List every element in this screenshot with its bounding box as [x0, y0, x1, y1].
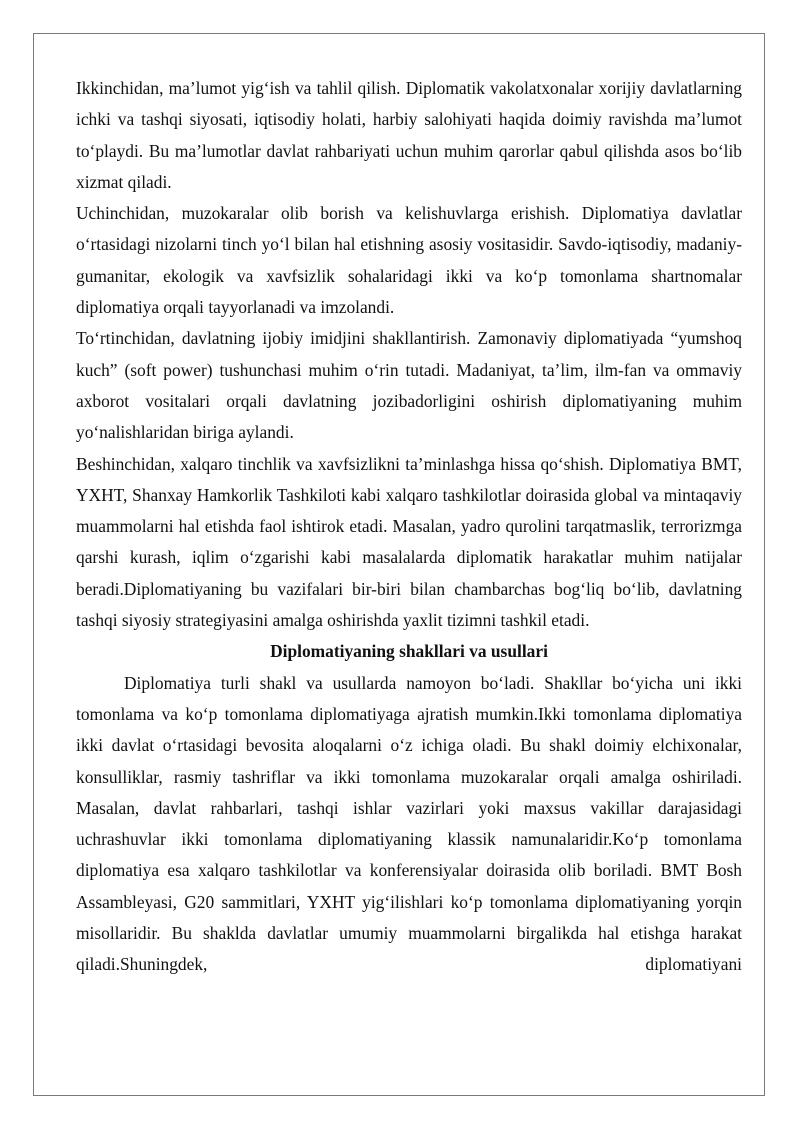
paragraph-second-function: Ikkinchidan, ma’lumot yig‘ish va tahlil qilish. Diplomatik vakolatxonalar xorijiy davlatlarning ichki va tashqi siyosati, iqtisodiy holati, harbiy salohiyati haqida doimiy ravishda ma’lumot to‘playdi. Bu ma’lumotlar davlat rahbariyati uchun muhim qarorlar qabul qilishda asos bo‘lib xizmat qiladi.	[76, 78, 742, 192]
section-heading: Diplomatiyaning shakllari va usullari	[270, 641, 548, 662]
paragraph-third-function: Uchinchidan, muzokaralar olib borish va kelishuvlarga erishish. Diplomatiya davlatlar o‘rtasidagi nizolarni tinch yo‘l bilan hal etishning asosiy vositasidir. Savdo-iqtisodiy, madaniy-gumanitar, ekologik va xavfsizlik sohalaridagi ikki va ko‘p tomonlama shartnomalar diplomatiya orqali tayyorlanadi va imzolandi.	[76, 203, 742, 318]
paragraph-forms-of-diplomacy: Diplomatiya turli shakl va usullarda namoyon bo‘ladi. Shakllar bo‘yicha uni ikki tomonlama va ko‘p tomonlama diplomatiyaga ajratish mumkin.Ikki tomonlama diplomatiya ikki davlat o‘rtasidagi bevosita aloqalarni o‘z ichiga oladi. Bu shakl doimiy elchixonalar, konsulliklar, rasmiy tashriflar va ikki tomonlama muzokaralar orqali amalga oshiriladi. Masalan, davlat rahbarlari, tashqi ishlar vazirlari yoki maxsus vakillar darajasidagi uchrashuvlar ikki tomonlama diplomatiyaning klassik namunalaridir.Ko‘p tomonlama diplomatiya esa xalqaro tashkilotlar va konferensiyalar doirasida olib boriladi. BMT Bosh Assambleyasi, G20 sammitlari, YXHT yig‘ilishlari ko‘p tomonlama diplomatiyaning yorqin misollaridir. Bu shaklda davlatlar umumiy muammolarni birgalikda hal etishga harakat qiladi.Shuningdek, diplomatiyani	[76, 672, 742, 975]
document-body	[76, 73, 742, 981]
paragraph-fifth-function: Beshinchidan, xalqaro tinchlik va xavfsizlikni ta’minlashga hissa qo‘shish. Diplomatiya BMT, YXHT, Shanxay Hamkorlik Tashkiloti kabi xalqaro tashkilotlar doirasida global va mintaqaviy muammolarni hal etishda faol ishtirok etadi. Masalan, yadro qurolini tarqatmaslik, terrorizmga qarshi kurash, iqlim o‘zgarishi kabi masalalarda diplomatik harakatlar muhim natijalar beradi.Diplomatiyaning bu vazifalari bir-biri bilan chambarchas bog‘liq bo‘lib, davlatning tashqi siyosiy strategiyasini amalga oshirishda yaxlit tizimni tashkil etadi.	[76, 453, 742, 631]
paragraph-fourth-function: To‘rtinchidan, davlatning ijobiy imidjini shakllantirish. Zamonaviy diplomatiyada “yumshoq kuch” (soft power) tushunchasi muhim o‘rin tutadi. Madaniyat, ta’lim, ilm-fan va ommaviy axborot vositalari orqali davlatning jozibadorligini oshirish diplomatiyaning muhim yo‘nalishlaridan biriga aylandi.	[76, 328, 742, 443]
